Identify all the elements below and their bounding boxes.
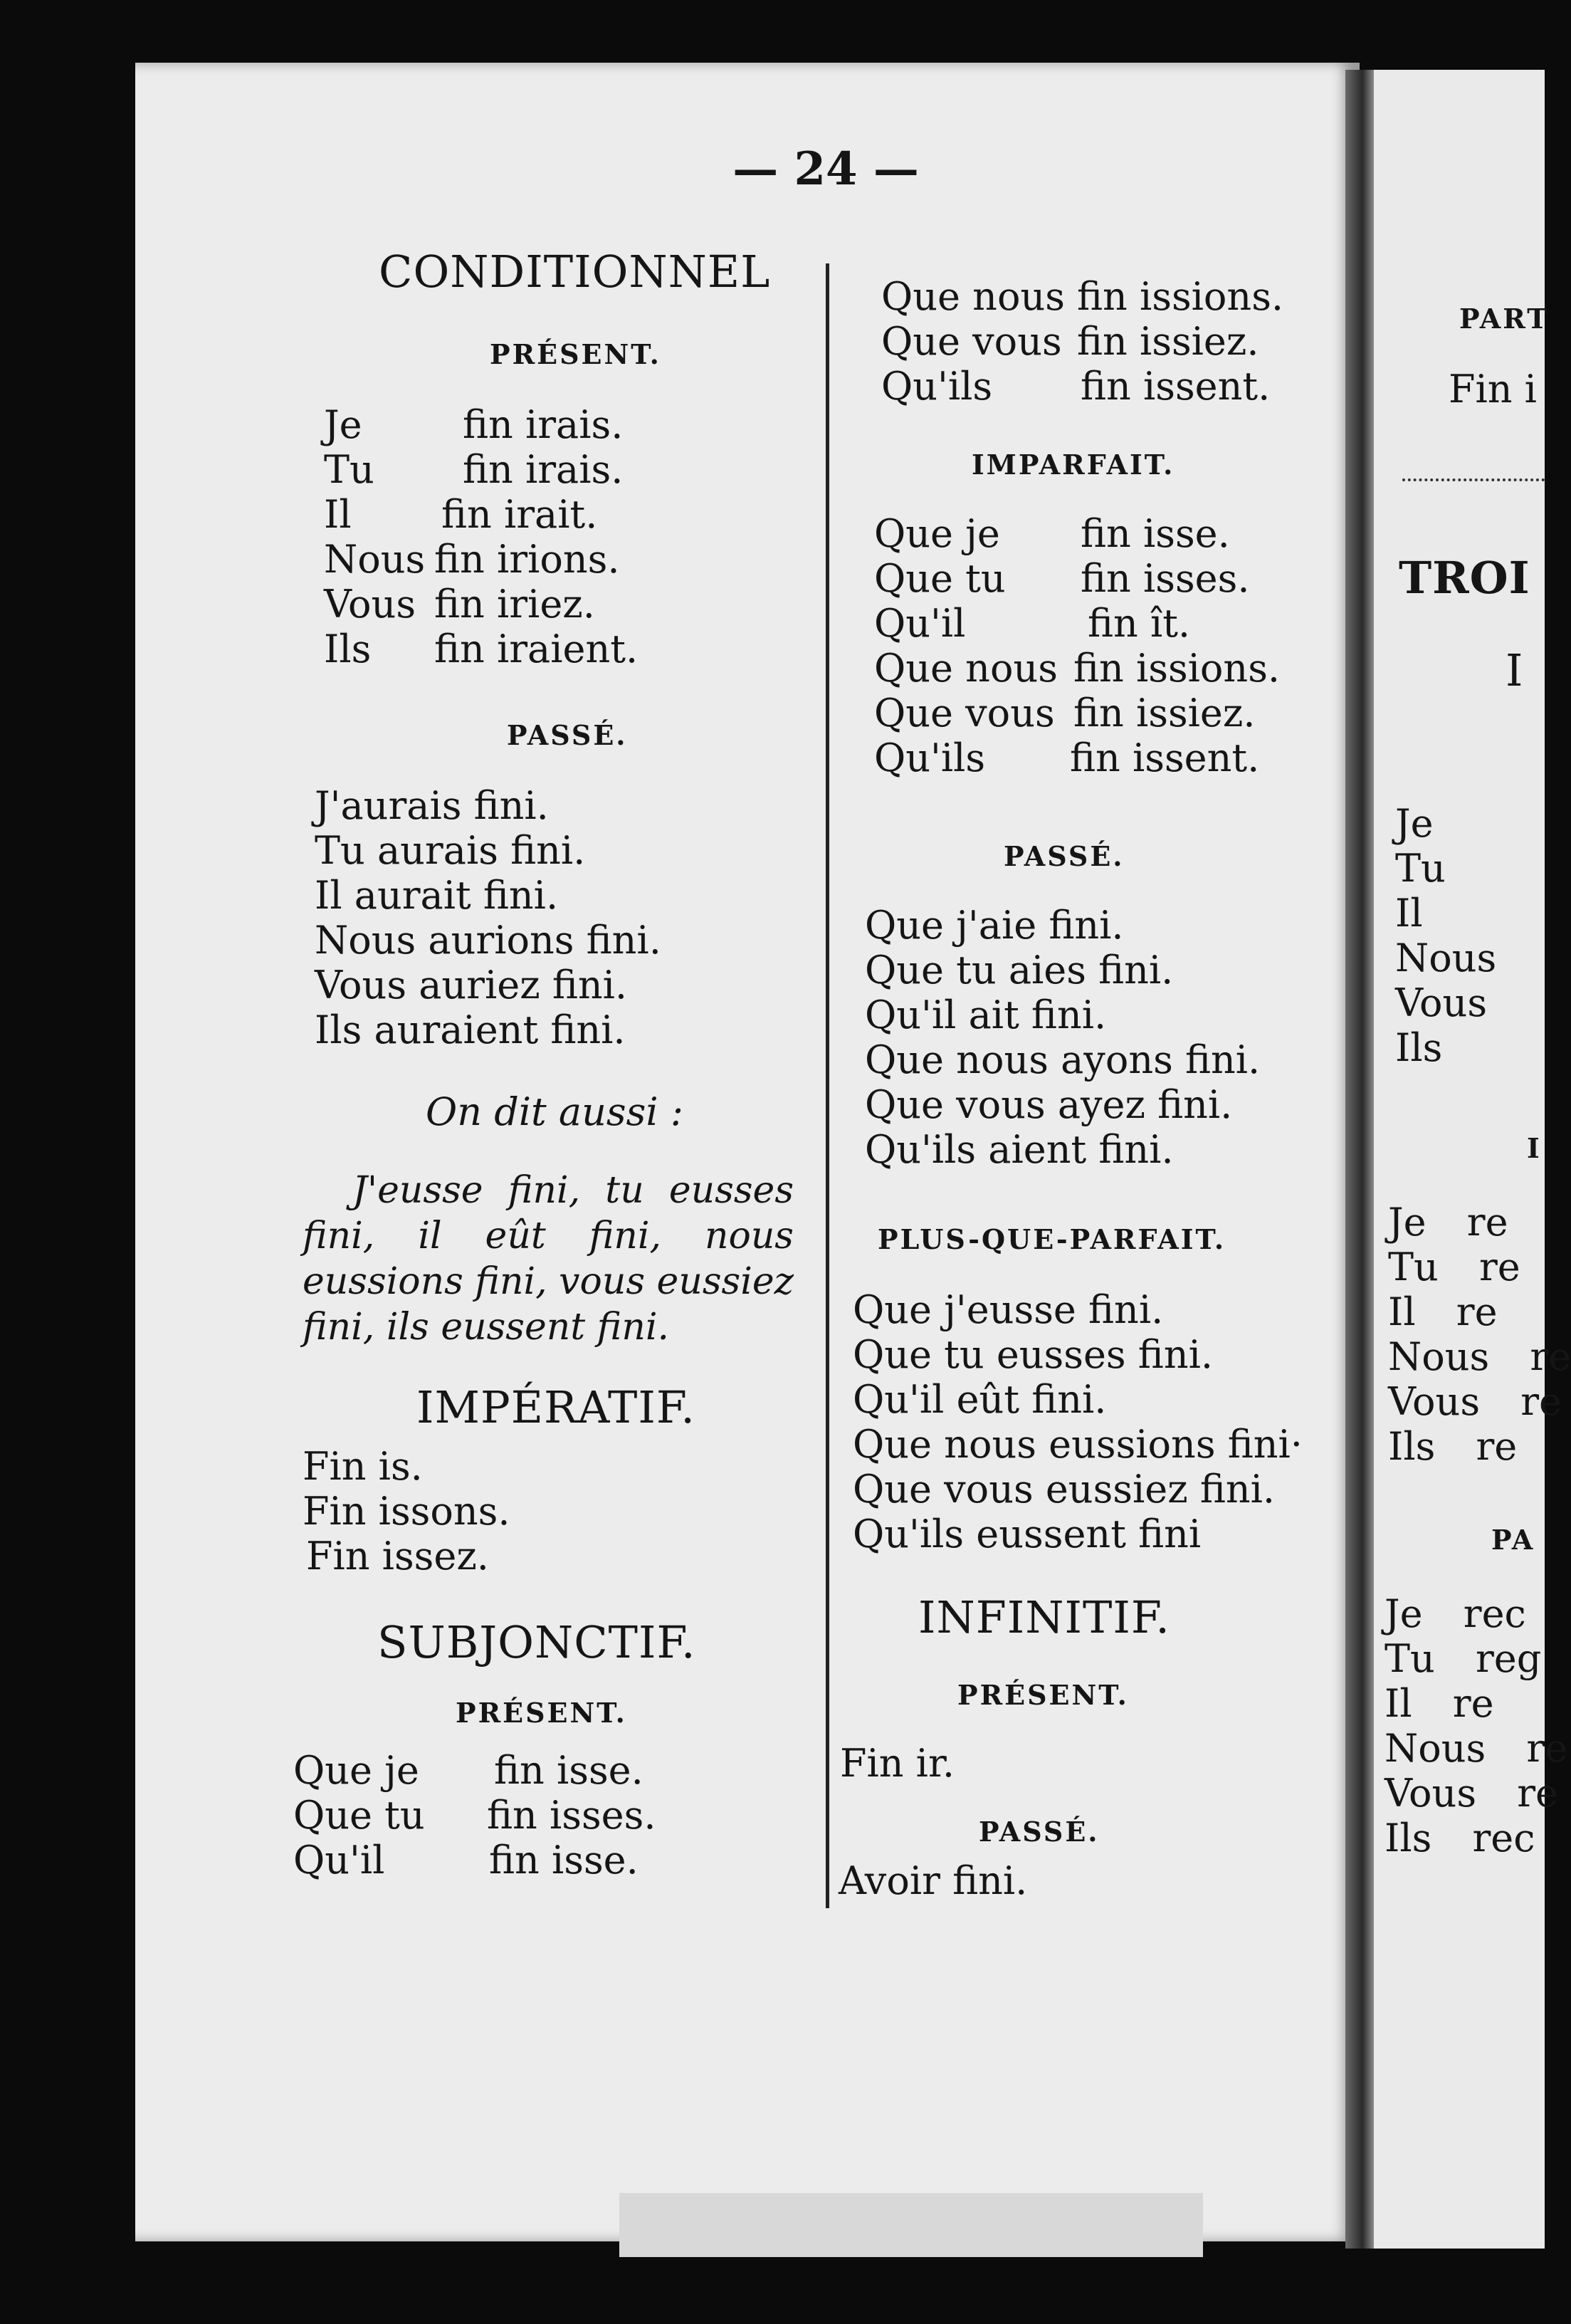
- next-page-heading: TROI: [1399, 552, 1530, 604]
- next-page-dotted-rule: [1402, 478, 1545, 481]
- conditionnel-present-table: [324, 402, 694, 671]
- conjugation-line: Il re: [1385, 1681, 1494, 1726]
- conjugation-line: Ils re: [1388, 1424, 1518, 1469]
- conjugation-line: Fin issons.: [303, 1489, 510, 1534]
- verb-form: fin iriez.: [434, 582, 595, 627]
- conjugation-line: Vous auriez fini.: [315, 963, 628, 1007]
- pronoun: Tu: [1395, 846, 1446, 891]
- conjugation-row: [293, 1793, 663, 1838]
- conjugation-row: [324, 582, 694, 627]
- verb-form: fin irait.: [441, 492, 598, 537]
- conjugation-line: Nous aurions fini.: [315, 918, 661, 963]
- page-edge-below: [619, 2193, 1203, 2257]
- subjonctif-passe-list: [865, 903, 1260, 1172]
- verb-form: fin iraient.: [434, 627, 639, 671]
- conjugation-line: Il re: [1388, 1289, 1498, 1334]
- verb-form: fin irais.: [463, 402, 624, 447]
- on-dit-aussi: On dit aussi :: [426, 1089, 683, 1134]
- pronoun: Que nous: [874, 646, 1058, 691]
- conjugation-line: Tu re: [1388, 1245, 1520, 1289]
- pronoun: Que tu: [874, 556, 1006, 601]
- next-page-fin-line: Fin i: [1449, 367, 1537, 412]
- conjugation-line: Qu'il eût fini.: [853, 1377, 1107, 1422]
- conjugation-line: J'aurais fini.: [315, 783, 549, 828]
- pronoun: Que nous: [881, 274, 1065, 319]
- conjugation-line: Tu aurais fini.: [315, 828, 586, 873]
- verb-form: fin isses.: [1081, 556, 1250, 601]
- next-page-fragment-i: I: [1506, 644, 1524, 696]
- verb-form: fin ît.: [1088, 601, 1191, 646]
- infinitif-passe-label: PASSÉ.: [979, 1816, 1100, 1848]
- verb-form: fin issent.: [1070, 736, 1260, 780]
- conjugation-line: Vous re: [1388, 1379, 1562, 1424]
- verb-form: fin issiez.: [1073, 691, 1256, 736]
- verb-form: fin issent.: [1081, 364, 1271, 409]
- pronoun: Nous: [1395, 936, 1497, 980]
- next-page-fragment-r: I: [1527, 1132, 1542, 1164]
- conjugation-line: Que nous ayons fini.: [865, 1037, 1261, 1082]
- next-page-pronoun-list: [1395, 801, 1496, 1070]
- page-number: — 24 —: [732, 142, 919, 196]
- conjugation-line: Qu'il ait fini.: [865, 993, 1107, 1037]
- pronoun: Que je: [874, 511, 1000, 556]
- conditionnel-passe-list: [315, 783, 661, 1052]
- pronoun: Vous: [324, 582, 416, 627]
- imparfait-table: [874, 511, 1301, 780]
- conjugation-line: Que tu aies fini.: [865, 948, 1174, 993]
- conjugation-line: Que j'eusse fini.: [853, 1287, 1164, 1332]
- subjonctif-heading: SUBJONCTIF.: [377, 1616, 696, 1668]
- conjugation-row: [881, 319, 1308, 364]
- conjugation-line: Il aurait fini.: [315, 873, 559, 918]
- conjugation-line: Qu'ils aient fini.: [865, 1127, 1174, 1172]
- pronoun: Qu'il: [874, 601, 966, 646]
- conjugation-line: Fin is.: [303, 1444, 423, 1489]
- subjonctif-present-continued: [881, 274, 1308, 409]
- conjugation-line: Que vous ayez fini.: [865, 1082, 1233, 1127]
- conjugation-line: Vous re: [1385, 1771, 1558, 1816]
- plus-que-parfait-list: [853, 1287, 1303, 1556]
- imperatif-list: [303, 1444, 510, 1579]
- subjonctif-passe-label: PASSÉ.: [1004, 840, 1125, 872]
- pronoun: Que tu: [293, 1793, 425, 1838]
- verb-form: fin irions.: [434, 537, 620, 582]
- imperatif-heading: IMPÉRATIF.: [416, 1381, 695, 1433]
- conjugation-line: Ils auraient fini.: [315, 1007, 626, 1052]
- pronoun: Que vous: [874, 691, 1055, 736]
- pronoun: Tu: [324, 447, 374, 492]
- pronoun: Vous: [1395, 980, 1488, 1025]
- conjugation-line: Je re: [1388, 1200, 1508, 1245]
- conjugation-row: [874, 691, 1301, 736]
- conjugation-line: Fin issez.: [306, 1534, 489, 1579]
- verb-form: fin issions.: [1077, 274, 1284, 319]
- conjugation-row: [874, 601, 1301, 646]
- infinitif-present-label: PRÉSENT.: [957, 1679, 1129, 1711]
- conjugation-line: Je rec: [1385, 1591, 1526, 1636]
- verb-form: fin isse.: [494, 1748, 643, 1793]
- conjugation-row: [324, 627, 694, 671]
- imparfait-label: IMPARFAIT.: [972, 449, 1175, 481]
- conjugation-row: [881, 274, 1308, 319]
- verb-form: fin issiez.: [1077, 319, 1259, 364]
- alternate-forms-note: J'eusse fini, tu eusses fini, il eût fini, nous eussions fini, vous eussiez fini, ils eussent fini.: [303, 1169, 794, 1349]
- pronoun: Qu'ils: [874, 736, 986, 780]
- verb-form: fin irais.: [463, 447, 624, 492]
- next-page-rows-3: [1385, 1591, 1567, 1860]
- conjugation-line: Que tu eusses fini.: [853, 1332, 1214, 1377]
- conjugation-row: [874, 556, 1301, 601]
- conjugation-row: [324, 492, 694, 537]
- conjugation-row: [293, 1748, 663, 1793]
- subjonctif-present-label: PRÉSENT.: [456, 1697, 627, 1729]
- conjugation-line: Que j'aie fini.: [865, 903, 1124, 948]
- pronoun: Ils: [1395, 1025, 1443, 1070]
- next-page-rows-2: [1388, 1200, 1571, 1469]
- conjugation-line: Qu'ils eussent fini: [853, 1512, 1202, 1556]
- conjugation-line: Que vous eussiez fini.: [853, 1467, 1276, 1512]
- verb-form: fin isse.: [1081, 511, 1230, 556]
- verb-form: fin issions.: [1073, 646, 1281, 691]
- conjugation-row: [293, 1838, 663, 1883]
- verb-form: fin isses.: [487, 1793, 656, 1838]
- conjugation-row: [874, 736, 1301, 780]
- infinitif-heading: INFINITIF.: [918, 1591, 1170, 1643]
- conjugation-row: [324, 447, 694, 492]
- conjugation-row: [874, 646, 1301, 691]
- pronoun: Que je: [293, 1748, 419, 1793]
- pronoun: Que vous: [881, 319, 1062, 364]
- conjugation-row: [324, 402, 694, 447]
- conjugation-line: Tu reg: [1385, 1636, 1542, 1681]
- pronoun: Je: [1395, 801, 1434, 846]
- pronoun: Il: [1395, 891, 1423, 936]
- pronoun: Il: [324, 492, 352, 537]
- next-page-part-label: PART: [1459, 303, 1550, 335]
- conjugation-line: Ils rec: [1385, 1816, 1535, 1860]
- conjugation-row: [874, 511, 1301, 556]
- conditionnel-present-label: PRÉSENT.: [490, 338, 661, 370]
- plus-que-parfait-label: PLUS-QUE-PARFAIT.: [878, 1223, 1226, 1255]
- infinitif-passe: Avoir fini.: [839, 1858, 1028, 1903]
- pronoun: Qu'il: [293, 1838, 385, 1883]
- conjugation-row: [324, 537, 694, 582]
- subjonctif-present-table: [293, 1748, 663, 1883]
- conjugation-line: Nous re: [1385, 1726, 1568, 1771]
- column-divider: [826, 263, 829, 1908]
- conditionnel-passe-label: PASSÉ.: [507, 719, 628, 751]
- verb-form: fin isse.: [489, 1838, 639, 1883]
- pronoun: Je: [324, 402, 362, 447]
- conjugation-line: Que nous eussions fini·: [853, 1422, 1303, 1467]
- pronoun: Nous: [324, 537, 426, 582]
- infinitif-present: Fin ir.: [840, 1741, 955, 1786]
- conjugation-row: [881, 364, 1308, 409]
- conjugation-line: Nous re: [1388, 1334, 1571, 1379]
- book-gutter: [1345, 70, 1374, 2249]
- pronoun: Ils: [324, 627, 372, 671]
- next-page-pa-label: PA: [1491, 1524, 1535, 1556]
- pronoun: Qu'ils: [881, 364, 993, 409]
- conditionnel-heading: CONDITIONNEL: [379, 246, 771, 298]
